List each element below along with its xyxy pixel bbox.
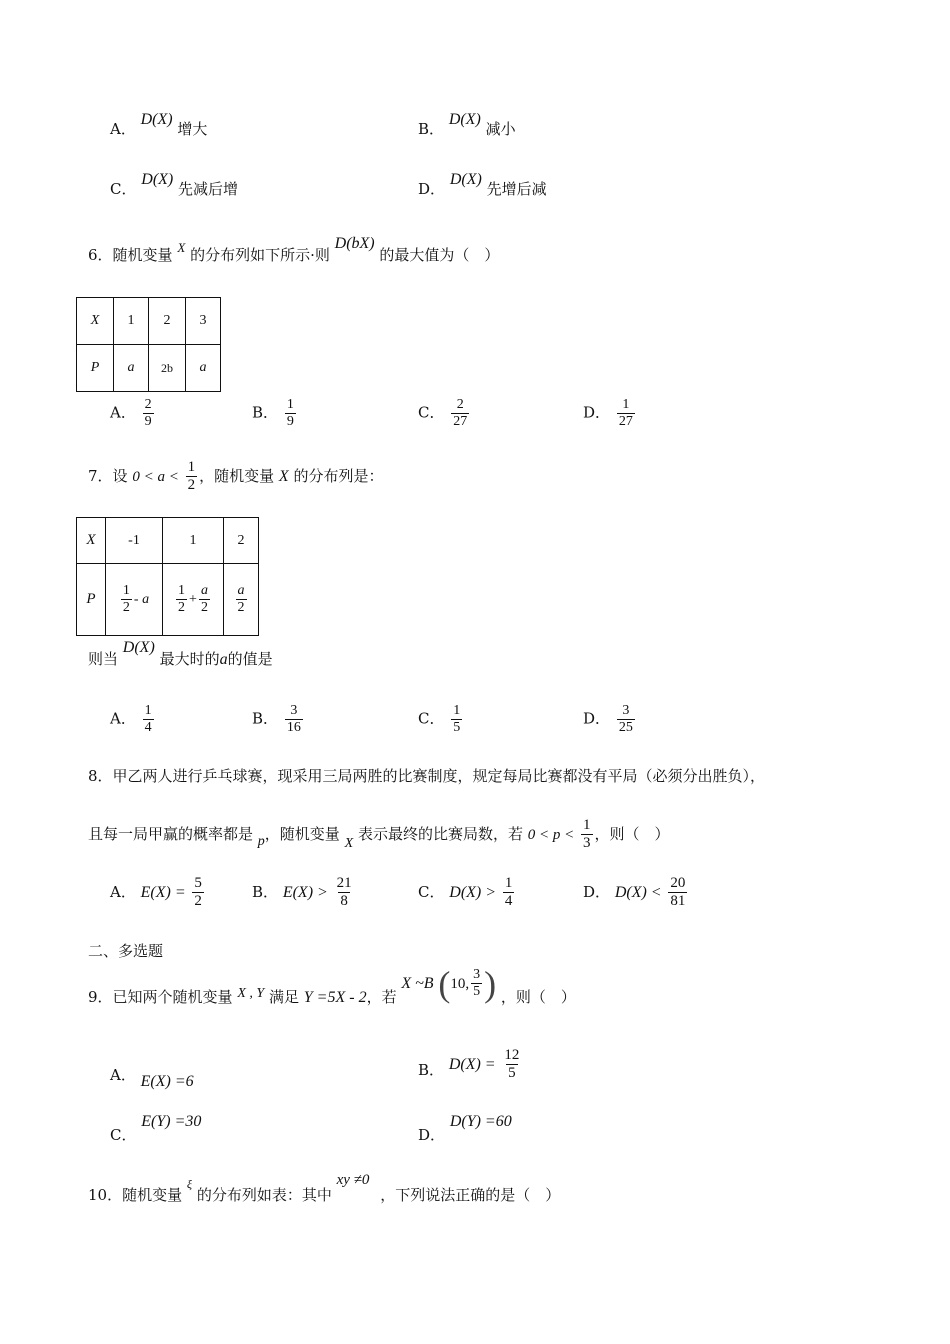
q6-table-cell: 1 xyxy=(114,298,149,345)
q6-table-cell: 2 xyxy=(149,298,186,345)
q9-distribution-param: ( 10, $\frac{3}{5}$ ) xyxy=(438,964,497,1004)
q7-table-cell: 2 xyxy=(224,518,259,564)
q5-option-d-text: 先增后减 xyxy=(486,180,547,198)
q7-option-b: B． $\frac{3}{16}$ xyxy=(252,703,301,735)
q5-option-d-expr: D(X) xyxy=(449,171,482,188)
q7-table-cell: $\frac{1}{2}$ + $\frac{a}{2}$ xyxy=(163,564,224,636)
q7-distribution-table xyxy=(76,517,259,636)
q6-stem: 6．随机变量 X 的分布列如下所示·则 D(bX) 的最大值为（ ） xyxy=(88,235,500,264)
q5-option-b-expr: D(X) xyxy=(448,111,481,128)
q5-option-d: D． D(X) 先增后减 xyxy=(418,171,547,198)
q7-table-cell: -1 xyxy=(106,518,163,564)
q6-table-cell: 3 xyxy=(186,298,221,345)
q8-option-b: B． E(X) > $\frac{21}{8}$ xyxy=(252,875,352,909)
q7-option-d: D． $\frac{3}{25}$ xyxy=(583,703,633,735)
section-heading: 二、多选题 xyxy=(88,942,164,960)
q6-table-cell: a xyxy=(186,345,221,392)
q7-expr: D(X) xyxy=(122,639,155,656)
q6-table-cell: P xyxy=(77,345,114,392)
q8-option-d: D． D(X) < $\frac{20}{81}$ xyxy=(583,875,686,909)
q7-table-cell: X xyxy=(77,518,106,564)
q8-stem-line1: 8．甲乙两人进行乒乓球赛，现采用三局两胜的比赛制度，规定每局比赛都没有平局（必须分出胜负）， xyxy=(88,767,766,785)
q5-option-a-text: 增大 xyxy=(177,120,208,138)
q5-option-b: B． D(X) 减小 xyxy=(418,111,516,138)
q7-option-c: C． $\frac{1}{5}$ xyxy=(418,703,461,735)
q7-stem: 7．设 0 < a < $\frac{1}{2}$ ，随机变量 X 的分布列是： xyxy=(88,459,384,493)
q5-option-b-text: 减小 xyxy=(485,120,516,138)
q9-option-b: B． D(X) = $\frac{12}{5}$ xyxy=(418,1047,520,1081)
q6-table-cell: a xyxy=(114,345,149,392)
q9-stem: 9．已知两个随机变量 X , Y 满足 Y =5X - 2，若 X ~B ( 10, $\frac{3}{5}$ ) ，则（ ） xyxy=(88,964,576,1006)
q8-stem-line2: 且每一局甲赢的概率都是 p，随机变量 X 表示最终的比赛局数，若 0 < p < $\frac{1}{3}$ ，则（ ） xyxy=(88,817,670,851)
q8-option-c: C． D(X) > $\frac{1}{4}$ xyxy=(418,875,513,909)
q6-table-cell: X xyxy=(77,298,114,345)
q6-option-c: C． $\frac{2}{27}$ xyxy=(418,397,468,429)
q6-expr: D(bX) xyxy=(334,235,375,252)
q6-table-cell: 2b xyxy=(149,345,186,392)
q5-option-c: C． D(X) 先减后增 xyxy=(110,171,239,198)
q6-option-d: D． $\frac{1}{27}$ xyxy=(583,397,633,429)
q7-followup: 则当 D(X) 最大时的a的值是 xyxy=(88,639,273,668)
q7-table-cell: $\frac{a}{2}$ xyxy=(224,564,259,636)
q8-option-a: A． E(X) = $\frac{5}{2}$ xyxy=(110,875,202,909)
q7-table-cell: P xyxy=(77,564,106,636)
q5-option-a: A． D(X) 增大 xyxy=(110,111,208,138)
q7-option-a: A． $\frac{1}{4}$ xyxy=(110,703,152,735)
q5-option-a-expr: D(X) xyxy=(140,111,173,128)
q9-option-d: D． D(Y) =60 xyxy=(418,1113,512,1144)
q6-distribution-table xyxy=(76,297,221,392)
q7-table-cell: 1 xyxy=(163,518,224,564)
q6-option-a: A． $\frac{2}{9}$ xyxy=(110,397,152,429)
q10-stem: 10．随机变量 $^\xi$ 的分布列如表：其中 xy ≠0 ，下列说法正确的是（ ） xyxy=(88,1172,561,1204)
q9-option-c: C． E(Y) =30 xyxy=(110,1113,202,1144)
q5-option-c-text: 先减后增 xyxy=(178,180,239,198)
q6-option-b: B． $\frac{1}{9}$ xyxy=(252,397,294,429)
q5-option-c-expr: D(X) xyxy=(141,171,174,188)
q7-table-cell: $\frac{1}{2}$ - a xyxy=(106,564,163,636)
q9-option-a: A． E(X) =6 xyxy=(110,1066,194,1090)
